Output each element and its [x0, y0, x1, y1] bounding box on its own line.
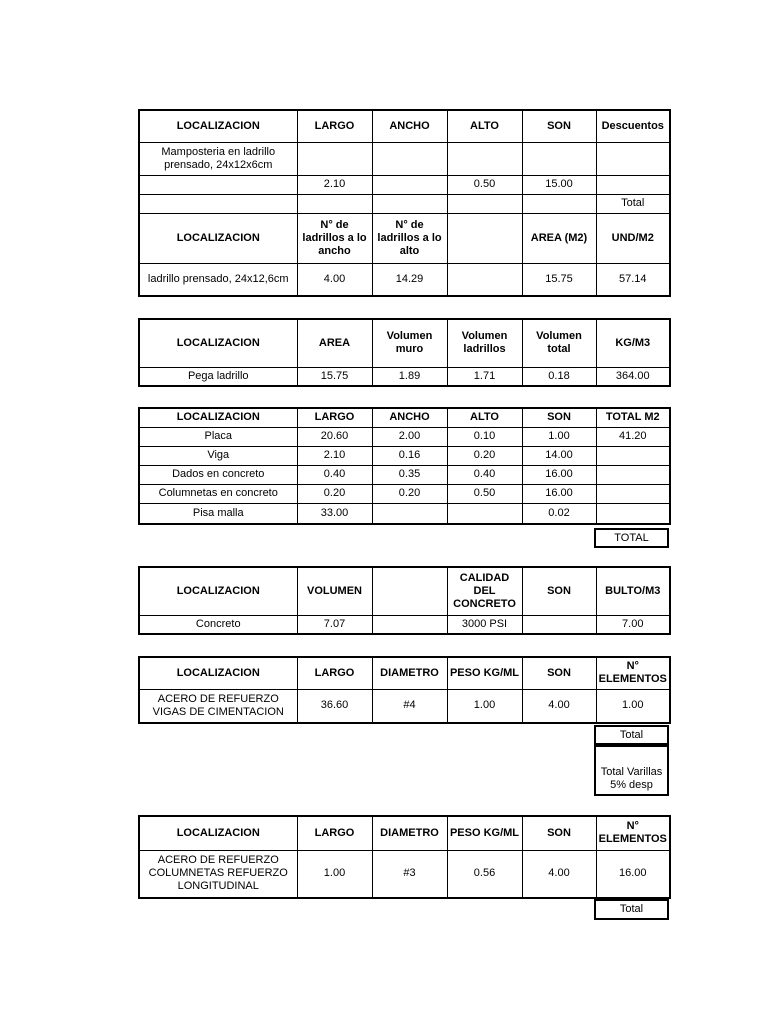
header-cell: N° de ladrillos a lo ancho [297, 213, 372, 263]
header-cell: LARGO [297, 657, 372, 689]
header-cell: AREA (M2) [522, 213, 596, 263]
header-cell: N° de ladrillos a lo alto [372, 213, 447, 263]
header-cell [372, 567, 447, 615]
table-row [139, 850, 670, 898]
table-cell: 1.00 [522, 427, 596, 446]
table-header-row [139, 408, 670, 427]
table-cell [139, 194, 297, 213]
header-cell: Volumen muro [372, 319, 447, 367]
table-cell: 0.50 [447, 484, 522, 503]
table-cell: Pega ladrillo [139, 367, 297, 386]
table-cell: 15.75 [522, 263, 596, 296]
header-cell: LARGO [297, 110, 372, 142]
table-cell: 0.40 [297, 465, 372, 484]
table-cell: Columnetas en concreto [139, 484, 297, 503]
header-cell: LOCALIZACION [139, 657, 297, 689]
table-cell: ladrillo prensado, 24x12,6cm [139, 263, 297, 296]
table-cell [372, 503, 447, 524]
table-row [139, 484, 670, 503]
total-label: TOTAL [594, 528, 669, 548]
header-cell: AREA [297, 319, 372, 367]
total-label: Total [594, 725, 669, 745]
table-cell: 41.20 [596, 427, 670, 446]
table-cell: 0.56 [447, 850, 522, 898]
table-cell: 0.02 [522, 503, 596, 524]
table-row [139, 615, 670, 634]
table-cell [596, 446, 670, 465]
table-cell: 4.00 [297, 263, 372, 296]
table-cell: 1.89 [372, 367, 447, 386]
table-row [139, 194, 670, 213]
table-cell [596, 465, 670, 484]
table-acero-columnetas [138, 815, 669, 899]
header-cell: BULTO/M3 [596, 567, 670, 615]
table-header-row [139, 319, 670, 367]
table-cell: ACERO DE REFUERZO VIGAS DE CIMENTACION [139, 689, 297, 723]
table-header-row [139, 567, 670, 615]
table-cell: 3000 PSI [447, 615, 522, 634]
table-row [139, 367, 670, 386]
header-cell: DIAMETRO [372, 657, 447, 689]
header-cell: ANCHO [372, 110, 447, 142]
table-pega-ladrillo [138, 318, 669, 387]
total-label: Total [596, 194, 670, 213]
header-cell: LOCALIZACION [139, 213, 297, 263]
table-cell: Concreto [139, 615, 297, 634]
table-cell: 4.00 [522, 689, 596, 723]
header-cell: Descuentos [596, 110, 670, 142]
table-cell [372, 175, 447, 194]
table-row [139, 503, 670, 524]
header-cell: PESO KG/ML [447, 816, 522, 850]
table-cell [522, 194, 596, 213]
header-cell: LOCALIZACION [139, 567, 297, 615]
table-cell: 0.16 [372, 446, 447, 465]
table-cell [372, 142, 447, 175]
table-cell [447, 194, 522, 213]
table-cell [139, 175, 297, 194]
table-cell [522, 615, 596, 634]
table-row [139, 465, 670, 484]
table-cell: #3 [372, 850, 447, 898]
table-cell [372, 615, 447, 634]
header-cell: KG/M3 [596, 319, 670, 367]
header-cell: LARGO [297, 408, 372, 427]
table-cell [297, 142, 372, 175]
table-cell: 16.00 [596, 850, 670, 898]
header-cell: ANCHO [372, 408, 447, 427]
table-cell [522, 142, 596, 175]
header-cell: DIAMETRO [372, 816, 447, 850]
header-cell: LOCALIZACION [139, 319, 297, 367]
table-cell: #4 [372, 689, 447, 723]
table-row [139, 427, 670, 446]
table-cell: 14.00 [522, 446, 596, 465]
header-cell: PESO KG/ML [447, 657, 522, 689]
header-cell: SON [522, 816, 596, 850]
header-cell: SON [522, 567, 596, 615]
table-row [139, 175, 670, 194]
header-cell: N° ELEMENTOS [596, 816, 670, 850]
table-cell: 0.40 [447, 465, 522, 484]
table-concreto-volumen [138, 566, 669, 635]
table-cell: 16.00 [522, 484, 596, 503]
header-cell: Volumen ladrillos [447, 319, 522, 367]
table-cell [297, 194, 372, 213]
table-cell: 15.75 [297, 367, 372, 386]
table-concreto-elementos [138, 407, 669, 525]
header-cell: LOCALIZACION [139, 110, 297, 142]
header-cell: SON [522, 110, 596, 142]
table-header-row [139, 213, 670, 263]
table-cell: 1.00 [596, 689, 670, 723]
table-header-row [139, 816, 670, 850]
table-cell: ACERO DE REFUERZO COLUMNETAS REFUERZO LONGITUDINAL [139, 850, 297, 898]
header-cell: LOCALIZACION [139, 816, 297, 850]
table-cell [447, 142, 522, 175]
table-cell [372, 194, 447, 213]
table-cell: 0.20 [447, 446, 522, 465]
table-cell: Placa [139, 427, 297, 446]
header-cell: ALTO [447, 408, 522, 427]
table-row [139, 689, 670, 723]
table-cell: 0.50 [447, 175, 522, 194]
header-cell [447, 213, 522, 263]
header-cell: LARGO [297, 816, 372, 850]
table-cell [596, 175, 670, 194]
table-mamposteria [138, 109, 669, 297]
header-cell: N° ELEMENTOS [596, 657, 670, 689]
table-cell [447, 263, 522, 296]
table-cell: Viga [139, 446, 297, 465]
header-cell: Volumen total [522, 319, 596, 367]
header-cell: CALIDAD DEL CONCRETO [447, 567, 522, 615]
table-cell: 36.60 [297, 689, 372, 723]
table-cell: 0.35 [372, 465, 447, 484]
header-cell: ALTO [447, 110, 522, 142]
total-label: Total [594, 899, 669, 920]
header-cell: SON [522, 657, 596, 689]
table-row [139, 446, 670, 465]
table-cell: 7.00 [596, 615, 670, 634]
table-cell: 15.00 [522, 175, 596, 194]
table-cell: 16.00 [522, 465, 596, 484]
table-cell [596, 142, 670, 175]
table-cell: 33.00 [297, 503, 372, 524]
table-cell [596, 503, 670, 524]
table-cell: 2.10 [297, 446, 372, 465]
table-header-row [139, 657, 670, 689]
table-cell: 2.00 [372, 427, 447, 446]
header-cell: UND/M2 [596, 213, 670, 263]
table-cell: 0.20 [297, 484, 372, 503]
table-row [139, 263, 670, 296]
table-cell: 2.10 [297, 175, 372, 194]
table-cell: Dados en concreto [139, 465, 297, 484]
header-cell: LOCALIZACION [139, 408, 297, 427]
table-cell: 0.20 [372, 484, 447, 503]
table-cell: 1.00 [447, 689, 522, 723]
table-cell: 1.71 [447, 367, 522, 386]
total-varillas-label: Total Varillas 5% desp [594, 745, 669, 796]
table-cell: 0.18 [522, 367, 596, 386]
header-cell: TOTAL M2 [596, 408, 670, 427]
table-cell: 14.29 [372, 263, 447, 296]
table-cell: 4.00 [522, 850, 596, 898]
table-cell: 7.07 [297, 615, 372, 634]
header-cell: VOLUMEN [297, 567, 372, 615]
table-cell: 0.10 [447, 427, 522, 446]
table-cell: 364.00 [596, 367, 670, 386]
table-cell [447, 503, 522, 524]
table-cell [596, 484, 670, 503]
table-cell: Mamposteria en ladrillo prensado, 24x12x6cm [139, 142, 297, 175]
table-cell: 20.60 [297, 427, 372, 446]
table-acero-vigas [138, 656, 669, 724]
table-cell: 57.14 [596, 263, 670, 296]
table-cell: Pisa malla [139, 503, 297, 524]
table-cell: 1.00 [297, 850, 372, 898]
table-row [139, 142, 670, 175]
table-header-row [139, 110, 670, 142]
header-cell: SON [522, 408, 596, 427]
